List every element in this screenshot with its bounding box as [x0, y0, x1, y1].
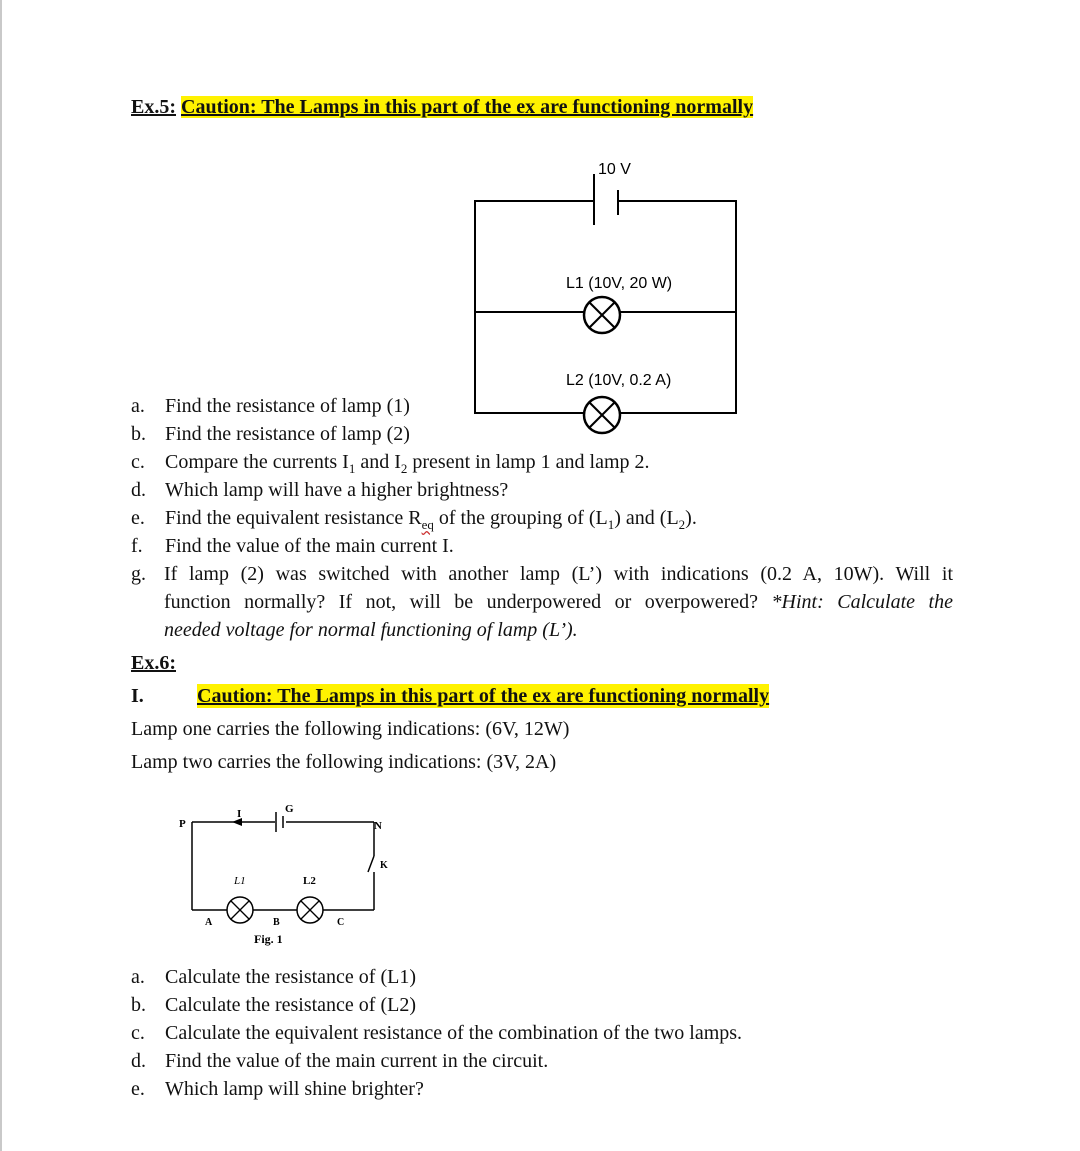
subscript: 1	[348, 461, 356, 476]
ex6-lamp-one: Lamp one carries the following indications: (6V, 12W)	[131, 718, 570, 740]
question-text: Which lamp will shine brighter?	[165, 1078, 424, 1100]
text-part: of the grouping of (L	[433, 507, 608, 529]
ex5-heading	[131, 95, 753, 119]
fig-label-P: P	[179, 818, 186, 830]
fig-label-N: N	[374, 820, 382, 832]
question-letter: b.	[131, 423, 146, 445]
text-part: and I	[355, 451, 401, 473]
ex6-question-b	[131, 993, 416, 1017]
text-part: function normally? If not, will be underpowered or overpowered?	[164, 591, 772, 613]
ex6-caution: Caution: The Lamps in this part of the ex are functioning normally	[197, 685, 770, 707]
lamp2-label: L2 (10V, 0.2 A)	[566, 372, 672, 389]
ex6-title: Ex.6:	[131, 652, 176, 674]
ex6-question-c	[131, 1021, 742, 1045]
question-text: Which lamp will have a higher brightness?	[165, 479, 509, 501]
text-part: ).	[685, 507, 697, 529]
ex6-figure-diagram	[170, 798, 400, 950]
ex5-question-f	[131, 534, 454, 558]
question-text-line3	[164, 618, 578, 642]
text-part: Find the equivalent resistance R	[165, 507, 422, 529]
fig-label-B: B	[273, 917, 280, 928]
subscript: 1	[607, 517, 615, 532]
fig-label-L2: L2	[303, 875, 316, 887]
ex5-question-b	[131, 422, 410, 446]
question-text: Find the value of the main current in the circuit.	[165, 1050, 549, 1072]
ex6-question-e	[131, 1077, 424, 1101]
ex6-part-label: I.	[131, 685, 144, 707]
ex6-question-a	[131, 965, 416, 989]
ex5-question-d	[131, 478, 508, 502]
ex5-question-c	[131, 450, 650, 481]
switch-icon	[368, 856, 374, 872]
question-text: Find the resistance of lamp (2)	[165, 423, 410, 445]
fig-label-K: K	[380, 860, 388, 871]
fig-label-C: C	[337, 917, 345, 928]
fig-lamp1-icon	[227, 897, 253, 923]
ex5-question-e	[131, 506, 697, 537]
question-text: Calculate the resistance of (L2)	[165, 994, 416, 1016]
fig-label-I: I	[237, 808, 242, 820]
ex6-lamp-two: Lamp two carries the following indications: (3V, 2A)	[131, 751, 557, 773]
battery-label: 10 V	[598, 161, 631, 178]
fig-label-G: G	[285, 803, 294, 815]
question-text	[165, 451, 650, 476]
lamp1-label: L1 (10V, 20 W)	[566, 275, 673, 292]
fig-label-A: A	[205, 917, 213, 928]
question-letter: c.	[131, 451, 145, 473]
ex5-title: Ex.5:	[131, 96, 176, 118]
subscript: 2	[678, 517, 686, 532]
question-text-line2	[164, 590, 953, 614]
question-letter: e.	[131, 1078, 145, 1100]
question-letter: a.	[131, 966, 145, 988]
ex6-question-d	[131, 1049, 548, 1073]
question-letter: g.	[131, 563, 146, 585]
question-text: Find the resistance of lamp (1)	[165, 395, 410, 417]
question-text-line1: If lamp (2) was switched with another lamp (L’) with indications (0.2 A, 10W). Will it	[164, 563, 953, 585]
text-part: present in lamp 1 and lamp 2.	[407, 451, 650, 473]
hint-text: needed voltage for normal functioning of lamp (L’).	[164, 619, 578, 641]
fig-caption: Fig. 1	[254, 932, 283, 946]
question-letter: c.	[131, 1022, 145, 1044]
question-text: Find the value of the main current I.	[165, 535, 454, 557]
question-letter: e.	[131, 507, 145, 529]
question-text: Calculate the equivalent resistance of the combination of the two lamps.	[165, 1022, 743, 1044]
lamp1-icon	[584, 297, 620, 333]
fig-label-L1: L1	[234, 875, 246, 887]
question-letter: f.	[131, 535, 143, 557]
lamp2-icon	[584, 397, 620, 433]
ex5-caution: Caution: The Lamps in this part of the ex are functioning normally	[181, 96, 754, 118]
question-letter: d.	[131, 1050, 146, 1072]
fig-lamp2-icon	[297, 897, 323, 923]
question-letter: b.	[131, 994, 146, 1016]
text-part: ) and (L	[614, 507, 679, 529]
subscript: 2	[400, 461, 408, 476]
question-letter: a.	[131, 395, 145, 417]
question-text: Calculate the resistance of (L1)	[165, 966, 416, 988]
text-part: Compare the currents I	[165, 451, 349, 473]
ex5-circuit-diagram	[460, 150, 750, 445]
question-text	[165, 507, 697, 532]
ex5-question-a	[131, 394, 410, 418]
hint-text: *Hint: Calculate the	[771, 591, 953, 613]
question-letter: d.	[131, 479, 146, 501]
subscript: eq	[421, 517, 434, 532]
